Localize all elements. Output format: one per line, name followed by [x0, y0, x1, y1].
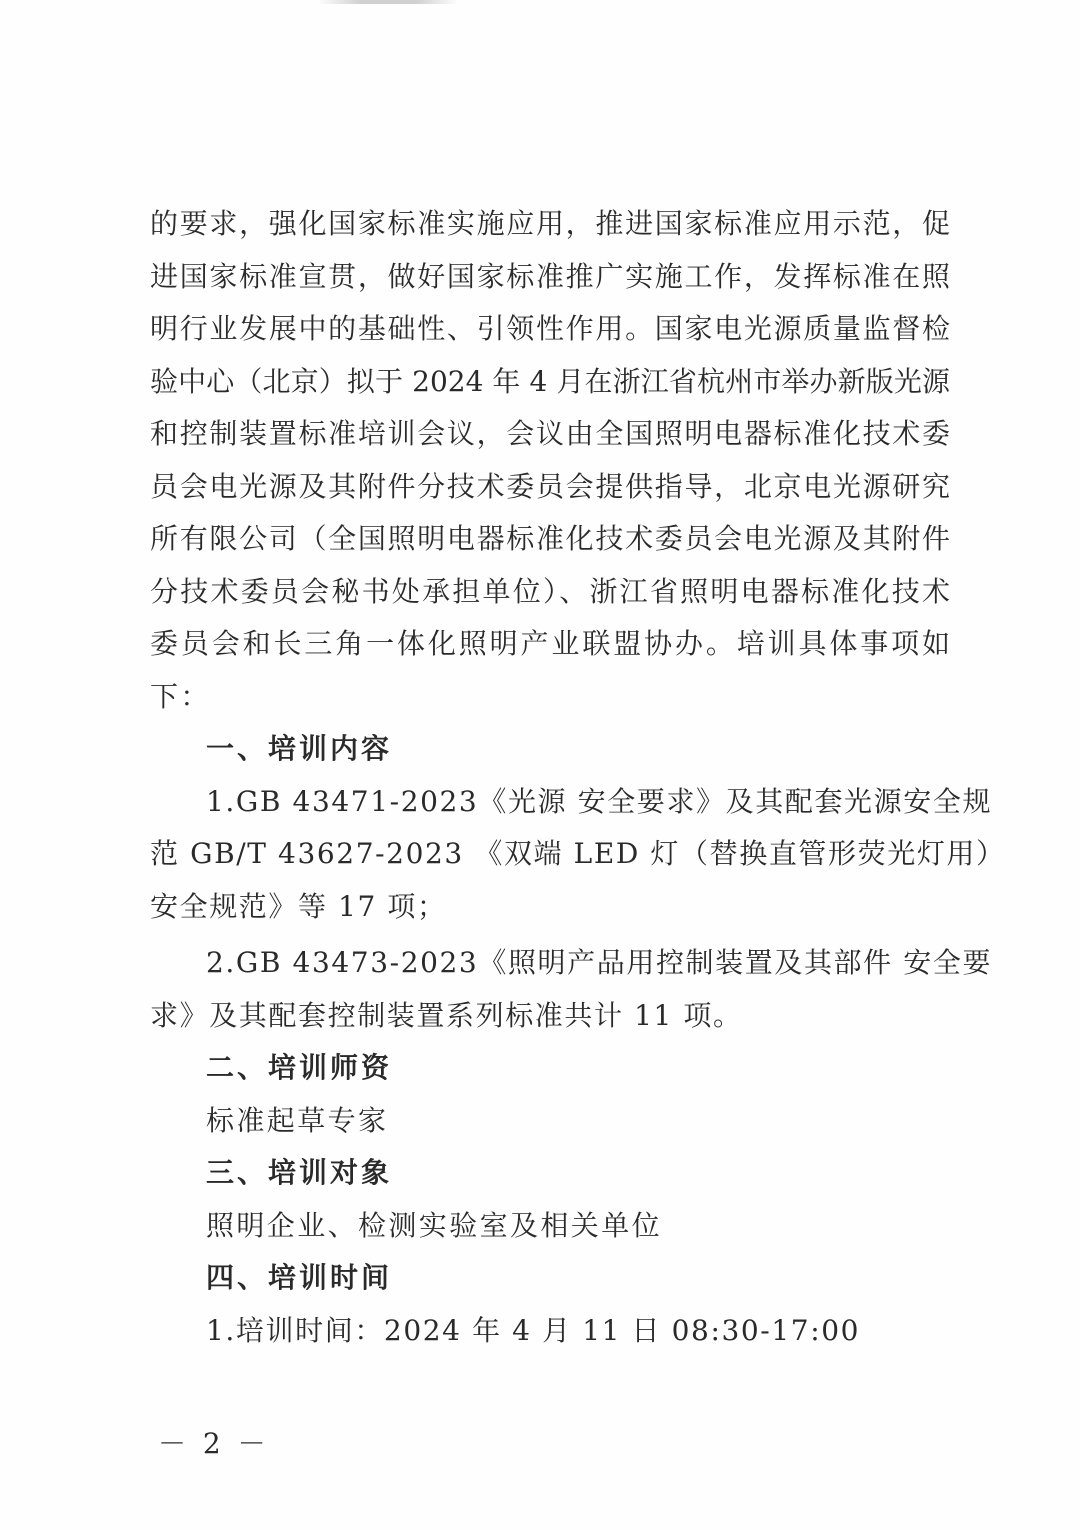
intro-line: 员会电光源及其附件分技术委员会提供指导，北京电光源研究 [150, 469, 950, 503]
section-heading-teachers: 二、培训师资 [206, 1051, 393, 1084]
content-item-2-line: 2.GB 43473-2023《照明产品用控制装置及其部件 安全要 [206, 946, 993, 979]
content-item-1-line: 安全规范》等 17 项； [150, 889, 447, 923]
intro-line: 下： [150, 679, 211, 713]
page-number: － 2 － [158, 1427, 270, 1460]
content-item-2-line: 求》及其配套控制装置系列标准共计 11 项。 [150, 998, 743, 1032]
scan-mark [318, 0, 458, 4]
document-body [150, 198, 1006, 1357]
audience-text: 照明企业、检测实验室及相关单位 [206, 1208, 663, 1242]
content-item-1-line: 1.GB 43471-2023《光源 安全要求》及其配套光源安全规 [206, 784, 993, 818]
intro-line: 的要求，强化国家标准实施应用，推进国家标准应用示范，促 [150, 207, 950, 240]
intro-line: 进国家标准宣贯，做好国家标准推广实施工作，发挥标准在照 [150, 259, 950, 293]
content-item-1-line: 范 GB/T 43627-2023 《双端 LED 灯（替换直管形荧光灯用） [150, 837, 1006, 870]
intro-line: 所有限公司（全国照明电器标准化技术委员会电光源及其附件 [150, 522, 950, 555]
intro-line: 验中心（北京）拟于 2024 年 4 月在浙江省杭州市举办新版光源 [150, 364, 950, 398]
section-heading-audience: 三、培训对象 [206, 1156, 393, 1189]
intro-line: 分技术委员会秘书处承担单位）、浙江省照明电器标准化技术 [150, 574, 950, 608]
intro-line: 和控制装置标准培训会议，会议由全国照明电器标准化技术委 [150, 417, 950, 450]
intro-line: 明行业发展中的基础性、引领性作用。国家电光源质量监督检 [150, 312, 950, 345]
section-heading-time: 四、培训时间 [206, 1261, 393, 1294]
intro-line: 委员会和长三角一体化照明产业联盟协办。培训具体事项如 [150, 627, 950, 660]
section-heading-content: 一、培训内容 [206, 732, 393, 765]
time-item-1: 1.培训时间：2024 年 4 月 11 日 08:30-17:00 [206, 1313, 861, 1347]
teachers-text: 标准起草专家 [206, 1103, 389, 1137]
